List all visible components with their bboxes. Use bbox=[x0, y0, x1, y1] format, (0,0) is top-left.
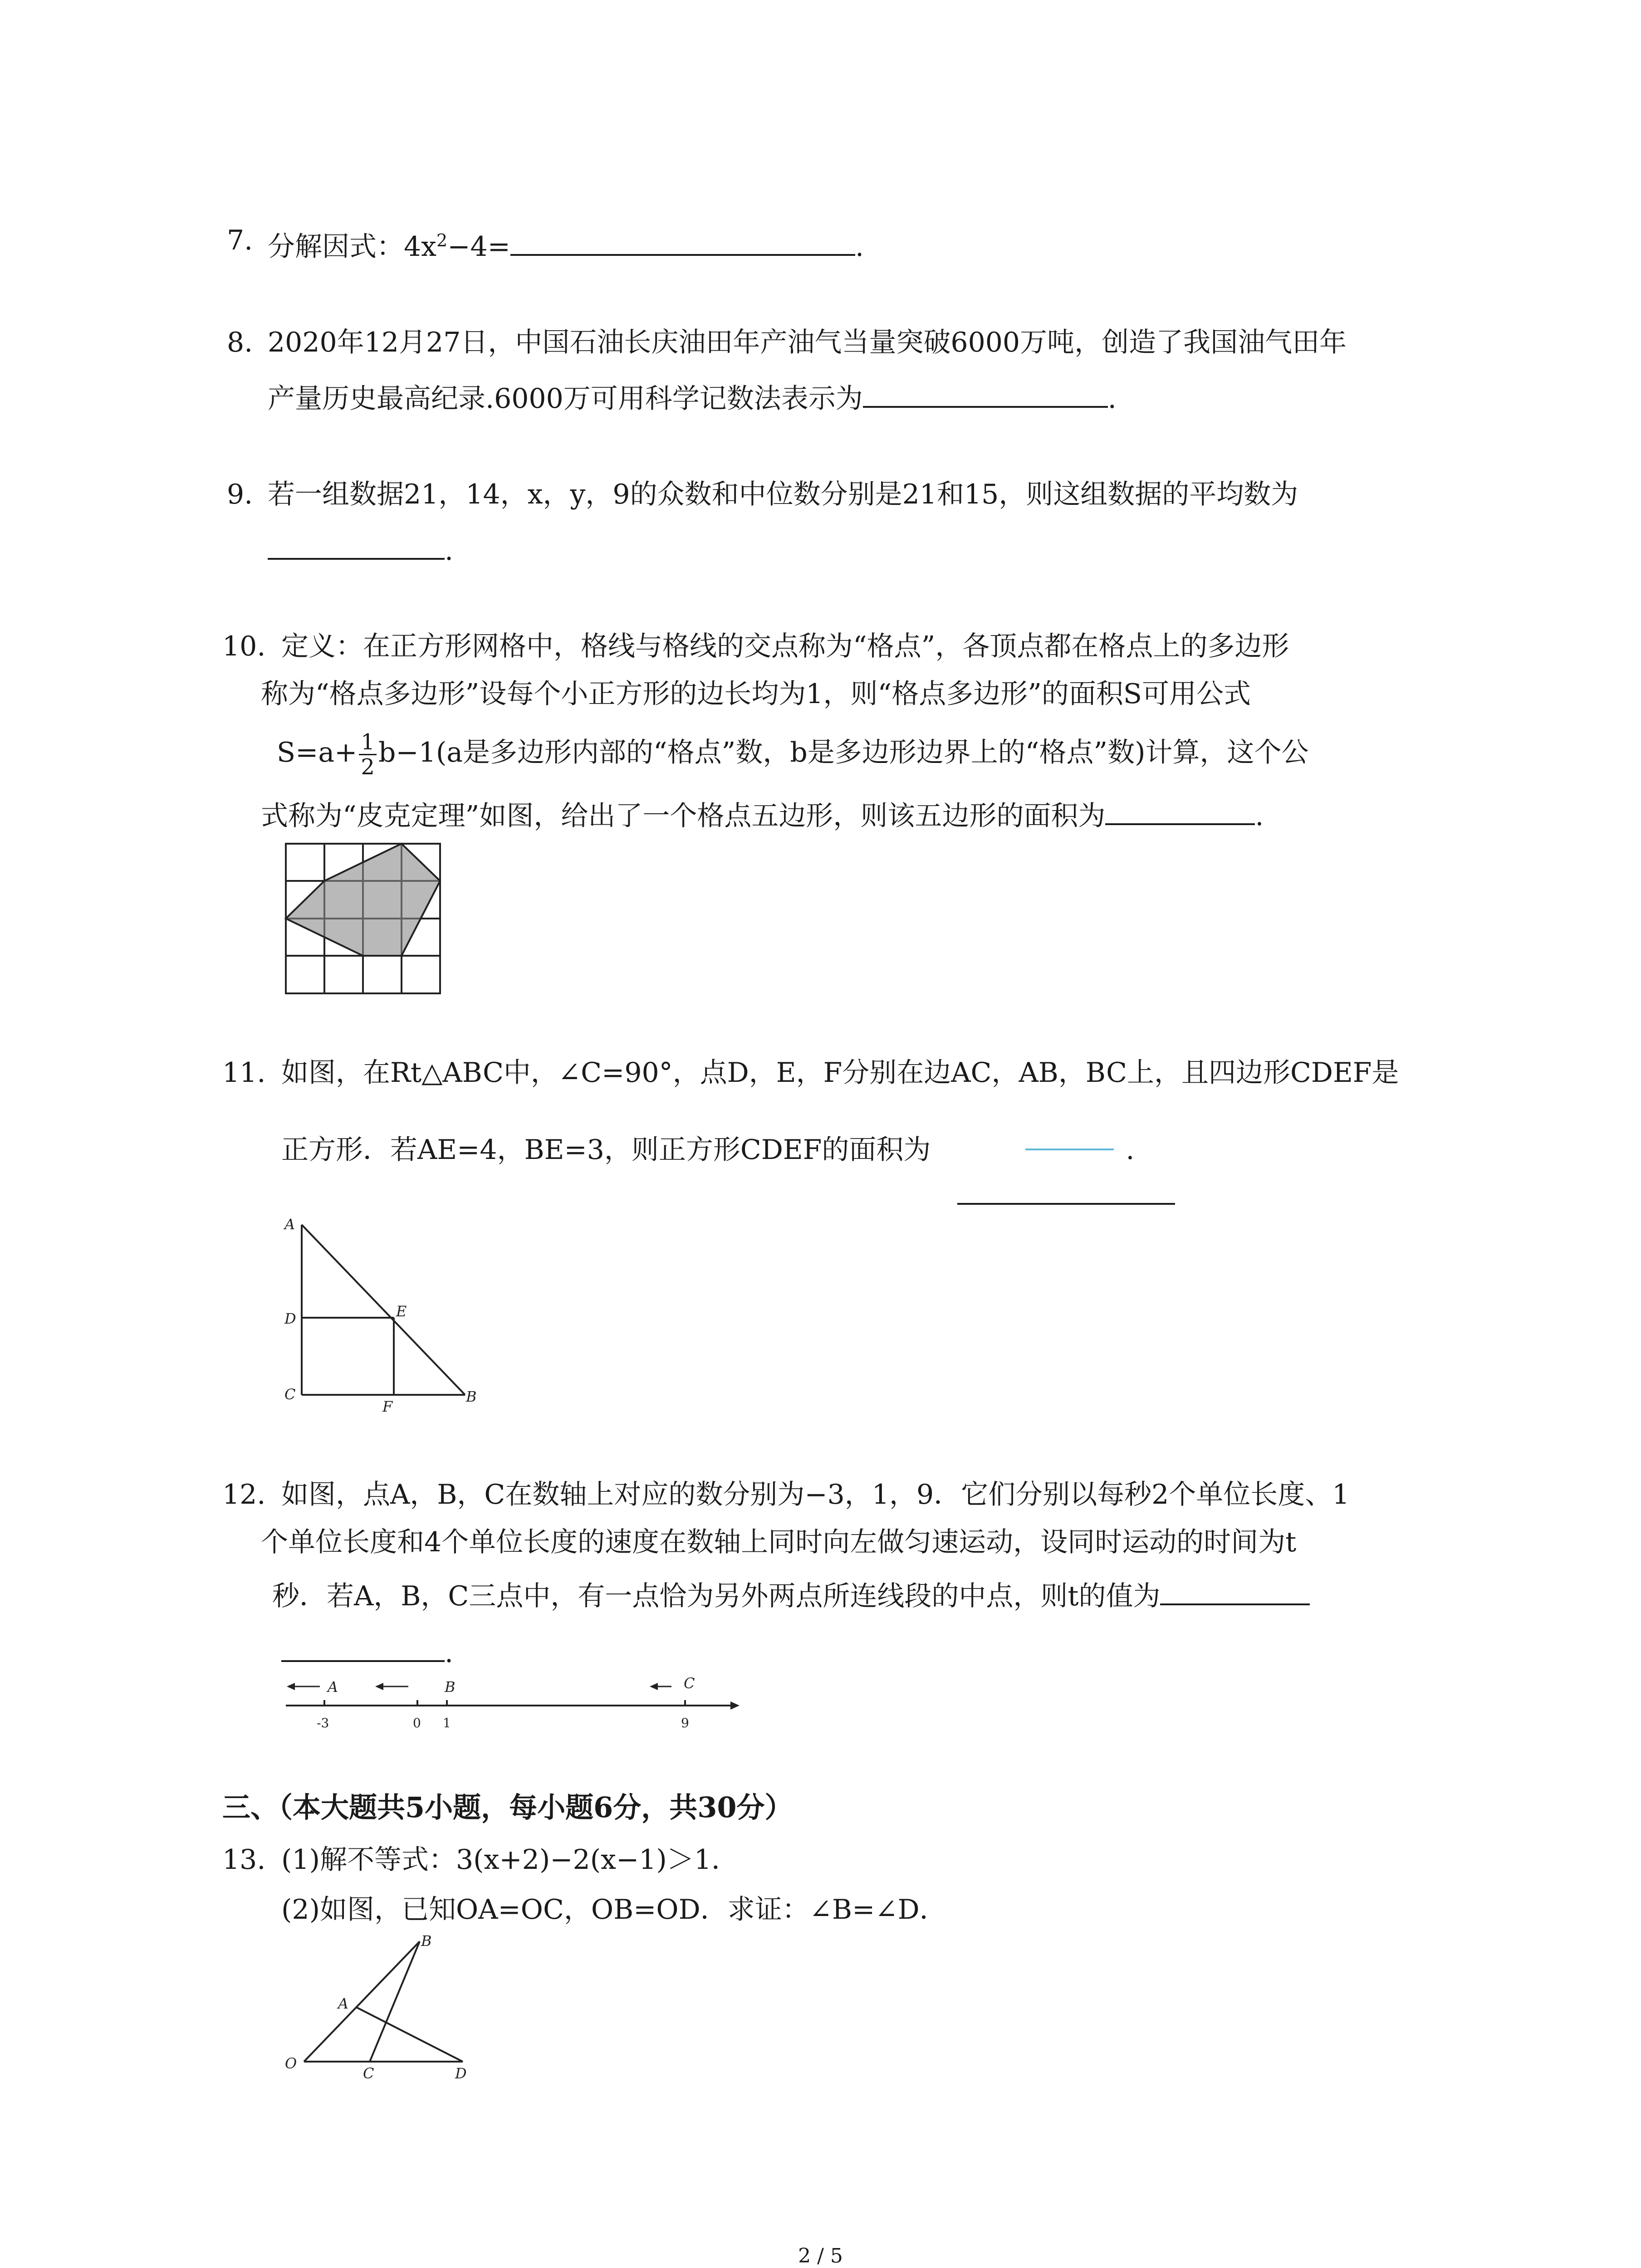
q12-answer-blank-b[interactable] bbox=[281, 1633, 445, 1662]
q13-line-bc bbox=[370, 1941, 420, 2062]
page-number: 2 / 5 bbox=[798, 2244, 843, 2268]
q10-formula-start: S=a+ bbox=[277, 737, 358, 769]
q10-frac-numerator: 1 bbox=[359, 730, 377, 755]
q13-line-ob bbox=[304, 1941, 420, 2062]
q8-line2-text: 产量历史最高纪录.6000万可用科学记数法表示为 bbox=[268, 383, 863, 415]
q11-label-f: F bbox=[382, 1398, 393, 1415]
q11-label-b: B bbox=[466, 1388, 477, 1405]
q12-tick-label-9: 9 bbox=[681, 1716, 689, 1730]
q12-line3 bbox=[272, 1576, 1310, 1614]
q11-answer-blank[interactable] bbox=[957, 1203, 1175, 1205]
q11-label-a: A bbox=[284, 1216, 295, 1233]
q10-answer-blank[interactable] bbox=[1105, 796, 1255, 825]
q11-label-c: C bbox=[284, 1386, 296, 1403]
q10-formula-rest: b−1(a是多边形内部的“格点”数，b是多边形边界上的“格点”数)计算，这个公 bbox=[378, 737, 1309, 769]
q12-label-b: B bbox=[445, 1678, 456, 1696]
q10-frac-denominator: 2 bbox=[361, 754, 375, 780]
q9-end: . bbox=[445, 535, 454, 567]
q11-line2-text: 正方形．若AE=4，BE=3，则正方形CDEF的面积为 bbox=[281, 1134, 931, 1166]
q9-line2 bbox=[268, 531, 453, 569]
q12-label-a: A bbox=[328, 1678, 338, 1696]
q12-end: . bbox=[445, 1637, 454, 1669]
q11-label-d: D bbox=[284, 1310, 296, 1327]
q12-tick-label-neg3: -3 bbox=[317, 1716, 329, 1730]
q12-line2: 个单位长度和4个单位长度的速度在数轴上同时向左做匀速运动，设同时运动的时间为t bbox=[261, 1526, 1297, 1558]
q7-answer-blank[interactable] bbox=[510, 227, 855, 256]
q10-number: 10. bbox=[222, 631, 266, 662]
q8-line2 bbox=[268, 379, 1117, 417]
q10-line4 bbox=[261, 796, 1264, 834]
q11-number: 11. bbox=[222, 1057, 266, 1089]
q11-label-e: E bbox=[396, 1303, 407, 1320]
q8-answer-blank[interactable] bbox=[863, 379, 1108, 408]
q12-number-line bbox=[277, 1660, 749, 1737]
q10-line4-text: 式称为“皮克定理”如图，给出了一个格点五边形，则该五边形的面积为 bbox=[261, 800, 1106, 832]
q11-line2 bbox=[281, 1132, 1134, 1168]
q8-line1: 2020年12月27日，中国石油长庆油田年产油气当量突破6000万吨，创造了我国油气田年 bbox=[268, 327, 1347, 358]
q13-label-b: B bbox=[421, 1932, 432, 1950]
q11-line1: 如图，在Rt△ABC中，∠C=90°，点D，E，F分别在边AC，AB，BC上，且四边形CDEF是 bbox=[281, 1057, 1399, 1089]
q7-end: . bbox=[855, 231, 864, 263]
q8-end: . bbox=[1107, 383, 1117, 415]
q12-axis-arrow bbox=[730, 1701, 740, 1710]
section3-title: 三、（本大题共5小题，每小题6分，共30分） bbox=[222, 1791, 793, 1824]
q13-part1: (1)解不等式：3(x+2)−2(x−1)＞1． bbox=[281, 1844, 739, 1876]
q10-line3 bbox=[277, 730, 1309, 779]
q10-fraction bbox=[359, 730, 377, 779]
q10-line1: 定义：在正方形网格中，格线与格线的交点称为“格点”，各顶点都在格点上的多边形 bbox=[281, 631, 1289, 662]
q10-line2: 称为“格点多边形”设每个小正方形的边长均为1，则“格点多边形”的面积S可用公式 bbox=[261, 678, 1251, 710]
q13-label-d: D bbox=[455, 2065, 467, 2082]
q7-number: 7. bbox=[227, 225, 253, 256]
q12-line1: 如图，点A，B，C在数轴上对应的数分别为−3，1，9．它们分别以每秒2个单位长度、1 bbox=[281, 1479, 1350, 1510]
q7-prompt: 分解因式：4x bbox=[268, 231, 437, 263]
q8-number: 8. bbox=[227, 327, 253, 358]
q11-triangle-figure bbox=[279, 1216, 488, 1415]
q11-answer-mark bbox=[1025, 1149, 1114, 1150]
q12-tick-label-1: 1 bbox=[443, 1716, 451, 1730]
q10-grid-figure bbox=[281, 839, 445, 1002]
q11-end: . bbox=[1126, 1134, 1135, 1166]
q13-label-o: O bbox=[285, 2055, 297, 2072]
q13-label-a: A bbox=[338, 1995, 349, 2012]
q12-number: 12. bbox=[222, 1479, 266, 1510]
q7-exponent: 2 bbox=[436, 230, 448, 250]
q11-side-ab bbox=[302, 1225, 465, 1395]
q12-tick-label-0: 0 bbox=[413, 1716, 421, 1730]
q7-text bbox=[268, 222, 864, 265]
q13-label-c: C bbox=[363, 2065, 374, 2082]
q13-figure bbox=[277, 1932, 504, 2082]
q9-answer-blank[interactable] bbox=[268, 531, 445, 560]
q13-part2: (2)如图，已知OA=OC，OB=OD．求证：∠B=∠D． bbox=[281, 1894, 947, 1926]
q13-line-ad bbox=[356, 2007, 463, 2062]
q12-label-c: C bbox=[684, 1675, 695, 1692]
q12-line3-text: 秒．若A，B，C三点中，有一点恰为另外两点所连线段的中点，则t的值为 bbox=[272, 1580, 1161, 1612]
q10-end: . bbox=[1255, 800, 1264, 832]
q13-number: 13. bbox=[222, 1844, 266, 1876]
q12-answer-blank-a[interactable] bbox=[1160, 1576, 1310, 1605]
q7-tail: −4= bbox=[447, 231, 510, 263]
q9-number: 9. bbox=[227, 479, 253, 510]
q9-line1: 若一组数据21，14，x，y，9的众数和中位数分别是21和15，则这组数据的平均数为 bbox=[268, 479, 1298, 510]
